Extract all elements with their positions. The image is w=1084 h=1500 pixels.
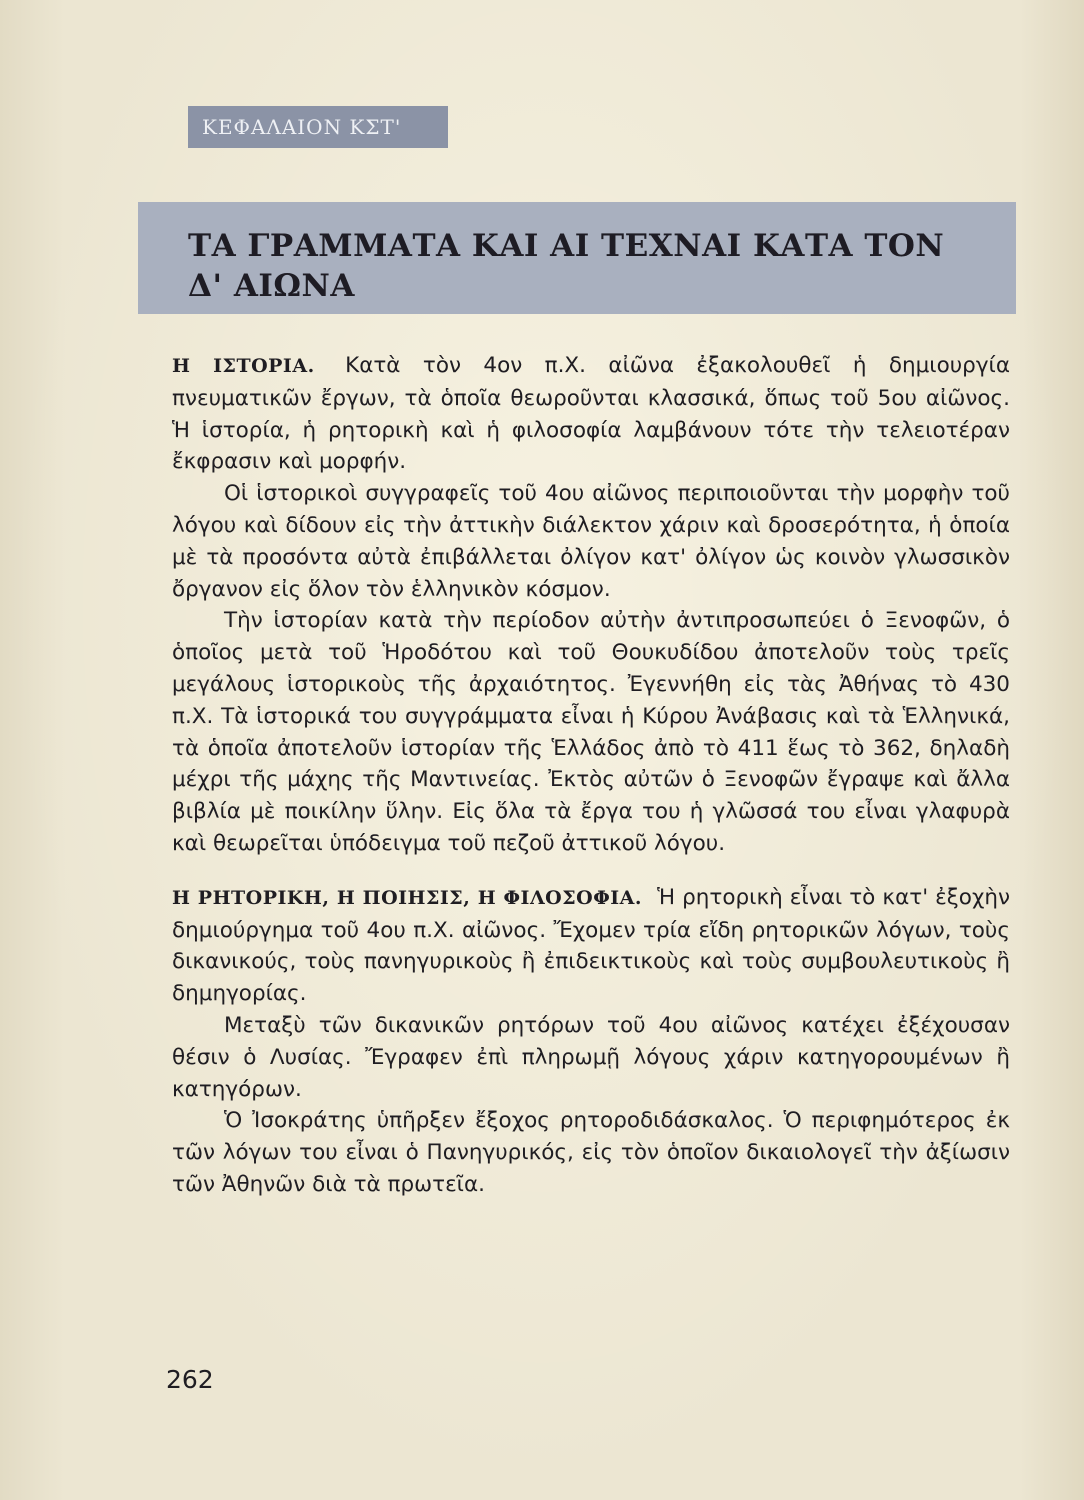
paragraph [172, 882, 1010, 1010]
page-number: 262 [166, 1365, 214, 1394]
paragraph-text: Κατὰ τὸν 4ον π.Χ. αἰῶνα ἐξακολουθεῖ ἡ δημιουργία πνευματικῶν ἔργων, τὰ ὁποῖα θεωροῦνται κλασσικά, ὅπως τοῦ 5ου αἰῶνος. Ἡ ἱστορία, ἡ ρητορικὴ καὶ ἡ φιλοσοφία λαμβάνουν τότε τὴν τελειοτέραν ἔκφρασιν καὶ μορφήν. [172, 353, 1010, 475]
paragraph: Τὴν ἱστορίαν κατὰ τὴν περίοδον αὐτὴν ἀντιπροσωπεύει ὁ Ξενοφῶν, ὁ ὁποῖος μετὰ τοῦ Ἡροδότου καὶ τοῦ Θουκυδίδου ἀποτελοῦν τοὺς τρεῖς μεγάλους ἱστορικοὺς τῆς ἀρχαιότητος. Ἐγεννήθη εἰς τὰς Ἀθήνας τὸ 430 π.Χ. Τὰ ἱστορικά του συγγράμματα εἶναι ἡ Κύρου Ἀνάβασις καὶ τὰ Ἑλληνικά, τὰ ὁποῖα ἀποτελοῦν ἱστορίαν τῆς Ἑλλάδος ἀπὸ τὸ 411 ἕως τὸ 362, δηλαδὴ μέχρι τῆς μάχης τῆς Μαντινείας. Ἐκτὸς αὐτῶν ὁ Ξενοφῶν ἔγραψε καὶ ἄλλα βιβλία μὲ ποικίλην ὕλην. Εἰς ὅλα τὰ ἔργα του ἡ γλῶσσά του εἶναι γλαφυρὰ καὶ θεωρεῖται ὑπόδειγμα τοῦ πεζοῦ ἀττικοῦ λόγου. [172, 608, 1010, 856]
section-heading-rhetoric: Η ΡΗΤΟΡΙΚΗ, Η ΠΟΙΗΣΙΣ, Η ΦΙΛΟΣΟΦΙΑ. [172, 886, 643, 909]
chapter-label: ΚΕΦΑΛΑΙΟΝ ΚΣΤ' [188, 106, 448, 148]
paragraph: Οἱ ἱστορικοὶ συγγραφεῖς τοῦ 4ου αἰῶνος περιποιοῦνται τὴν μορφὴν τοῦ λόγου καὶ δίδουν εἰς τὴν ἀττικὴν διάλεκτον χάριν καὶ δροσερότητα, ἡ ὁποία μὲ τὰ προσόντα αὐτὰ ἐπιβάλλεται ὀλίγον κατ' ὀλίγον ὡς κοινὸν γλωσσικὸν ὄργανον εἰς ὅλον τὸν ἑλληνικὸν κόσμον. [172, 481, 1010, 602]
chapter-title-line1: ΤΑ ΓΡΑΜΜΑΤΑ ΚΑΙ ΑΙ ΤΕΧΝΑΙ ΚΑΤΑ ΤΟΝ [188, 228, 945, 264]
paragraph [172, 350, 1010, 478]
paragraph: Μεταξὺ τῶν δικανικῶν ρητόρων τοῦ 4ου αἰῶνος κατέχει ἐξέχουσαν θέσιν ὁ Λυσίας. Ἔγραφεν ἐπὶ πληρωμῇ λόγους χάριν κατηγορουμένων ἢ κατηγόρων. [172, 1012, 1010, 1102]
chapter-title [188, 226, 1016, 306]
section-heading-history: Η ΙΣΤΟΡΙΑ. [172, 355, 315, 377]
body-text [172, 350, 1010, 1201]
chapter-title-line2: Δ' ΑΙΩΝΑ [188, 268, 355, 304]
paragraph-text: Ἡ ρητορικὴ εἶναι τὸ κατ' ἐξοχὴν δημιούργημα τοῦ 4ου π.Χ. αἰῶνος. Ἔχομεν τρία εἴδη ρητορικῶν λόγων, τοὺς δικανικούς, τοὺς πανηγυρικοὺς ἢ ἐπιδεικτικοὺς καὶ τοὺς συμβουλευτικοὺς ἢ δημηγορίας. [172, 884, 1010, 1007]
chapter-title-band [138, 202, 1016, 314]
paragraph: Ὁ Ἰσοκράτης ὑπῆρξεν ἔξοχος ρητοροδιδάσκαλος. Ὁ περιφημότερος ἐκ τῶν λόγων του εἶναι ὁ Πανηγυρικός, εἰς τὸν ὁποῖον δικαιολογεῖ τὴν ἀξίωσιν τῶν Ἀθηνῶν διὰ τὰ πρωτεῖα. [172, 1108, 1010, 1197]
section-spacer [172, 860, 1010, 882]
